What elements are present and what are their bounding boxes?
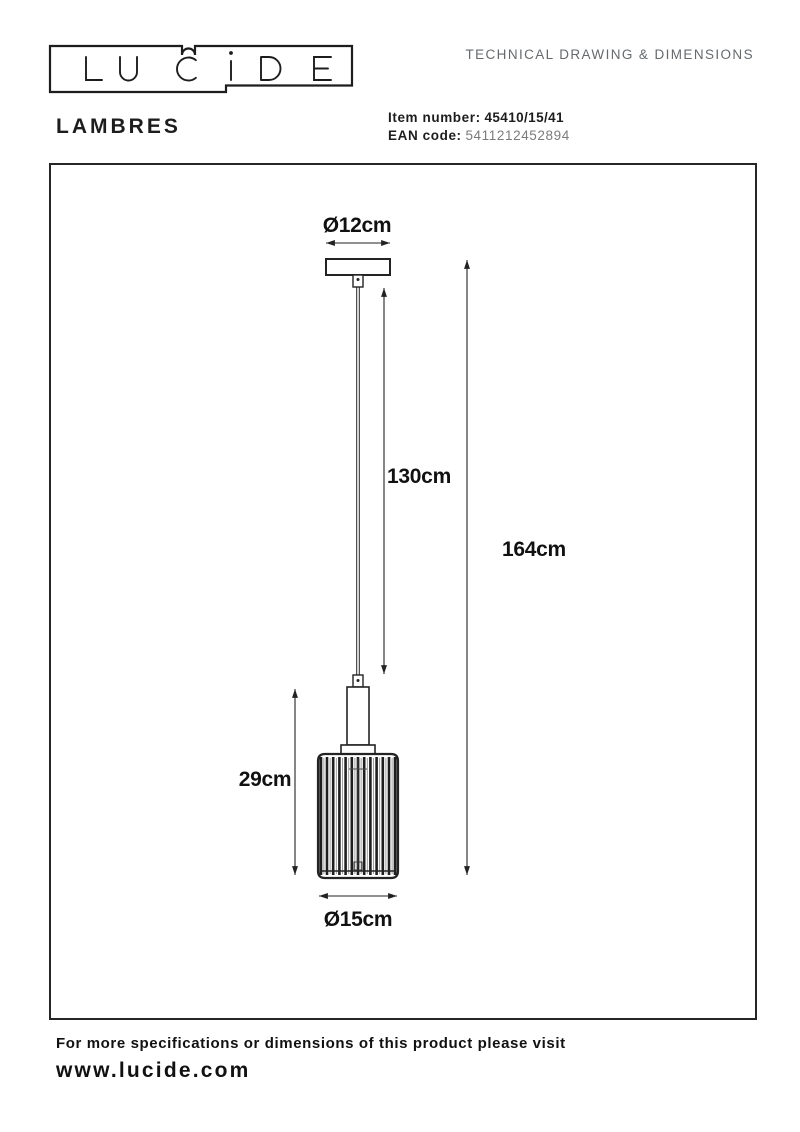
logo-letters <box>86 51 331 80</box>
logo-letter-e <box>314 57 331 80</box>
dim-label-fixture-height: 29cm <box>238 768 292 791</box>
dim-label-canopy-diameter: Ø12cm <box>322 214 392 237</box>
doc-title: TECHNICAL DRAWING & DIMENSIONS <box>465 47 754 62</box>
dim-label-cord-length: 130cm <box>387 465 451 488</box>
dim-label-shade-diameter: Ø15cm <box>323 908 393 931</box>
logo-box-outline <box>50 46 352 92</box>
logo-letter-l <box>86 57 102 80</box>
logo-letter-c <box>177 58 196 81</box>
dimension-canopy-diameter <box>323 214 392 243</box>
ribbed-shade <box>318 754 398 878</box>
footer <box>56 1035 566 1083</box>
logo-letter-i-dot <box>229 51 233 55</box>
item-number-value: 45410/15/41 <box>484 110 564 125</box>
logo-letter-u <box>120 57 137 81</box>
product-name: LAMBRES <box>56 115 181 138</box>
drawing-frame <box>49 163 757 1020</box>
dimension-fixture-height <box>239 689 295 875</box>
cord-grip-bottom-screw <box>357 679 360 682</box>
pendant-lamp-drawing <box>51 165 755 1018</box>
logo-letter-d <box>261 57 280 80</box>
ean-code-label: EAN code: <box>388 128 462 143</box>
footer-note: For more specifications or dimensions of this product please visit <box>56 1035 566 1052</box>
cord-grip-top-screw <box>357 278 360 281</box>
item-number-label: Item number: <box>388 110 481 125</box>
dimension-total-height <box>467 260 566 875</box>
product-codes <box>388 109 570 145</box>
website-link[interactable]: www.lucide.com <box>56 1059 251 1082</box>
shade-collar <box>341 745 375 754</box>
item-number-row <box>388 109 570 127</box>
lucide-logo <box>48 43 354 95</box>
dimension-cord-length <box>384 288 451 674</box>
suspension-cord <box>357 287 360 675</box>
pendant-fixture <box>318 259 398 878</box>
ean-code-value: 5411212452894 <box>465 128 570 143</box>
ceiling-canopy <box>326 259 390 275</box>
lamp-socket <box>347 687 369 745</box>
shade-ribs <box>321 757 395 875</box>
dimension-shade-diameter <box>319 896 397 931</box>
ean-code-row <box>388 127 570 145</box>
dim-label-total-height: 164cm <box>502 538 566 561</box>
